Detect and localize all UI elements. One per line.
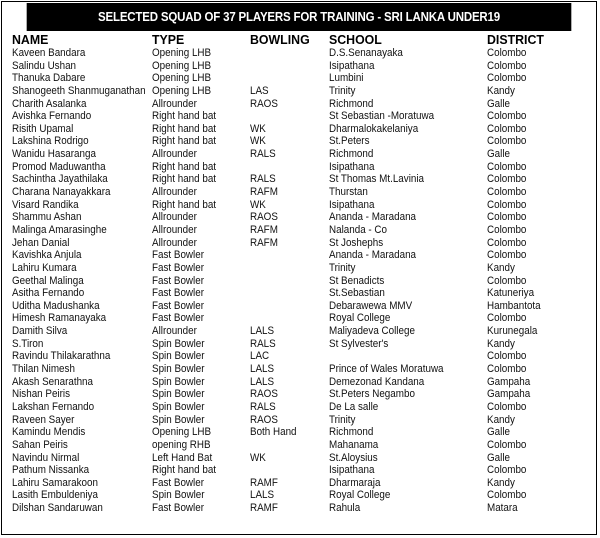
player-type: Spin Bowler xyxy=(152,388,205,401)
player-name: Lahiru Kumara xyxy=(12,261,77,274)
player-type: Spin Bowler xyxy=(152,375,205,388)
player-school: Demezonad Kandana xyxy=(329,375,425,388)
player-school: Isipathana xyxy=(329,198,375,211)
player-name: Wanidu Hasaranga xyxy=(12,148,96,161)
player-district: Colombo xyxy=(487,236,527,249)
table-row xyxy=(2,60,596,73)
player-type: Spin Bowler xyxy=(152,350,205,363)
player-school: Rahula xyxy=(329,502,361,515)
table-row xyxy=(2,237,596,250)
player-school: St Thomas Mt.Lavinia xyxy=(329,173,425,186)
player-bowling: RAFM xyxy=(250,223,278,236)
player-district: Colombo xyxy=(487,173,527,186)
player-name: Promod Maduwantha xyxy=(12,160,106,173)
player-district: Colombo xyxy=(487,198,527,211)
player-school: D.S.Senanayaka xyxy=(329,47,403,59)
player-bowling: LALS xyxy=(250,489,275,502)
player-district: Colombo xyxy=(487,122,527,135)
player-bowling: RAMF xyxy=(250,502,278,515)
player-district: Galle xyxy=(487,148,510,161)
table-row xyxy=(2,186,596,199)
player-name: Raveen Sayer xyxy=(12,413,75,426)
player-name: Lahiru Samarakoon xyxy=(12,476,98,489)
player-type: Allrounder xyxy=(152,236,197,249)
player-type: Allrounder xyxy=(152,148,197,161)
player-bowling: RAFM xyxy=(250,186,278,199)
player-name: Kaveen Bandara xyxy=(12,47,86,59)
player-name: Pathum Nissanka xyxy=(12,464,90,477)
player-name: Thilan Nimesh xyxy=(12,363,75,376)
player-type: Right hand bat xyxy=(152,135,217,148)
player-bowling: RAFM xyxy=(250,236,278,249)
player-type: Opening LHB xyxy=(152,47,212,59)
player-bowling: RALS xyxy=(250,173,276,186)
player-name: Sahan Peiris xyxy=(12,438,68,451)
player-school: De La salle xyxy=(329,400,379,413)
player-district: Colombo xyxy=(487,274,527,287)
player-type: Right hand bat xyxy=(152,110,217,123)
table-row xyxy=(2,199,596,212)
column-header-district: DISTRICT xyxy=(487,32,544,47)
player-name: Shanogeeth Shanmuganathan xyxy=(12,84,146,97)
player-type: Spin Bowler xyxy=(152,337,205,350)
table-row xyxy=(2,85,596,98)
player-name: Lakshan Fernando xyxy=(12,400,95,413)
player-district: Galle xyxy=(487,97,510,110)
player-type: Left Hand Bat xyxy=(152,451,213,464)
player-bowling: LALS xyxy=(250,363,275,376)
table-row xyxy=(2,123,596,136)
player-type: Fast Bowler xyxy=(152,249,204,262)
player-type: Opening LHB xyxy=(152,72,212,85)
player-district: Kandy xyxy=(487,413,515,426)
player-bowling: RAOS xyxy=(250,413,278,426)
player-type: Right hand bat xyxy=(152,160,217,173)
column-header-bowling: BOWLING xyxy=(250,32,310,47)
player-school: Ananda - Maradana xyxy=(329,211,417,224)
player-name: Himesh Ramanayaka xyxy=(12,312,107,325)
table-row xyxy=(2,249,596,262)
squad-table xyxy=(2,32,596,515)
player-school: Debarawewa MMV xyxy=(329,299,413,312)
table-row xyxy=(2,502,596,515)
player-school: St Benadicts xyxy=(329,274,385,287)
player-school: Nalanda - Co xyxy=(329,223,388,236)
player-name: Geethal Malinga xyxy=(12,274,84,287)
player-school: Prince of Wales Moratuwa xyxy=(329,363,444,376)
player-name: Thanuka Dabare xyxy=(12,72,86,85)
page-title: SELECTED SQUAD OF 37 PLAYERS FOR TRAINING - SRI LANKA UNDER19 xyxy=(27,3,572,31)
player-school: Trinity xyxy=(329,84,356,97)
player-school: Isipathana xyxy=(329,59,375,72)
player-bowling: WK xyxy=(250,451,266,464)
player-type: Fast Bowler xyxy=(152,502,204,515)
table-row xyxy=(2,211,596,224)
player-school: St Sylvester's xyxy=(329,337,389,350)
table-row xyxy=(2,376,596,389)
player-name: Risith Upamal xyxy=(12,122,74,135)
player-school: Thurstan xyxy=(329,186,368,199)
player-school: Maliyadeva College xyxy=(329,325,415,338)
player-name: Akash Senarathna xyxy=(12,375,94,388)
player-district: Colombo xyxy=(487,59,527,72)
player-name: Lasith Embuldeniya xyxy=(12,489,98,502)
player-school: Dharmaraja xyxy=(329,476,381,489)
player-type: Allrounder xyxy=(152,186,197,199)
table-row xyxy=(2,426,596,439)
player-type: Opening LHB xyxy=(152,426,212,439)
player-district: Kandy xyxy=(487,476,515,489)
player-type: Allrounder xyxy=(152,97,197,110)
player-name: Kavishka Anjula xyxy=(12,249,82,262)
player-name: Sachintha Jayathilaka xyxy=(12,173,108,186)
player-name: Salindu Ushan xyxy=(12,59,77,72)
table-row xyxy=(2,300,596,313)
player-name: Charith Asalanka xyxy=(12,97,87,110)
table-row xyxy=(2,489,596,502)
player-district: Kandy xyxy=(487,337,515,350)
table-row xyxy=(2,224,596,237)
player-school: St Sebastian -Moratuwa xyxy=(329,110,435,123)
player-district: Gampaha xyxy=(487,388,531,401)
table-row xyxy=(2,275,596,288)
player-bowling: RAOS xyxy=(250,211,278,224)
player-school: Royal College xyxy=(329,489,391,502)
player-bowling: WK xyxy=(250,135,266,148)
player-type: Spin Bowler xyxy=(152,489,205,502)
player-school: Mahanama xyxy=(329,438,379,451)
player-school: Richmond xyxy=(329,97,374,110)
table-row xyxy=(2,388,596,401)
player-type: Opening LHB xyxy=(152,59,212,72)
player-name: Visard Randika xyxy=(12,198,79,211)
table-row xyxy=(2,439,596,452)
player-type: opening RHB xyxy=(152,438,211,451)
player-district: Colombo xyxy=(487,47,527,59)
player-school: St.Sebastian xyxy=(329,287,385,300)
player-school: Ananda - Maradana xyxy=(329,249,417,262)
player-district: Katuneriya xyxy=(487,287,535,300)
player-type: Fast Bowler xyxy=(152,312,204,325)
player-bowling: WK xyxy=(250,122,266,135)
player-district: Kandy xyxy=(487,261,515,274)
player-district: Galle xyxy=(487,426,510,439)
player-school: Royal College xyxy=(329,312,391,325)
player-type: Fast Bowler xyxy=(152,476,204,489)
table-row xyxy=(2,173,596,186)
player-type: Opening LHB xyxy=(152,84,212,97)
player-type: Right hand bat xyxy=(152,122,217,135)
player-bowling: LAC xyxy=(250,350,270,363)
player-school: Isipathana xyxy=(329,160,375,173)
table-row xyxy=(2,287,596,300)
player-district: Colombo xyxy=(487,312,527,325)
player-school: Richmond xyxy=(329,148,374,161)
player-name: Uditha Madushanka xyxy=(12,299,100,312)
player-bowling: WK xyxy=(250,198,266,211)
player-bowling: RALS xyxy=(250,148,276,161)
table-row xyxy=(2,325,596,338)
player-bowling: Both Hand xyxy=(250,426,297,439)
table-row xyxy=(2,401,596,414)
player-name: Lakshina Rodrigo xyxy=(12,135,89,148)
player-name: Navindu Nirmal xyxy=(12,451,80,464)
player-district: Colombo xyxy=(487,186,527,199)
player-type: Allrounder xyxy=(152,211,197,224)
player-school: St Joshephs xyxy=(329,236,384,249)
player-district: Colombo xyxy=(487,489,527,502)
player-bowling: LALS xyxy=(250,325,275,338)
table-row xyxy=(2,477,596,490)
table-row xyxy=(2,363,596,376)
player-name: Damith Silva xyxy=(12,325,68,338)
table-row xyxy=(2,72,596,85)
player-type: Allrounder xyxy=(152,223,197,236)
player-type: Fast Bowler xyxy=(152,299,204,312)
player-name: Shammu Ashan xyxy=(12,211,82,224)
table-row xyxy=(2,338,596,351)
player-type: Right hand bat xyxy=(152,198,217,211)
player-school: St.Peters Negambo xyxy=(329,388,415,401)
player-bowling: RAOS xyxy=(250,97,278,110)
player-district: Colombo xyxy=(487,350,527,363)
table-row xyxy=(2,148,596,161)
player-district: Colombo xyxy=(487,464,527,477)
squad-table-frame xyxy=(1,1,597,535)
player-district: Colombo xyxy=(487,438,527,451)
player-district: Colombo xyxy=(487,400,527,413)
player-name: Avishka Fernando xyxy=(12,110,92,123)
player-school: Lumbini xyxy=(329,72,364,85)
table-row xyxy=(2,452,596,465)
table-row xyxy=(2,262,596,275)
player-name: Ravindu Thilakarathna xyxy=(12,350,111,363)
player-name: Jehan Danial xyxy=(12,236,70,249)
table-row xyxy=(2,312,596,325)
player-name: Nishan Peiris xyxy=(12,388,71,401)
player-district: Colombo xyxy=(487,363,527,376)
player-district: Colombo xyxy=(487,160,527,173)
player-name: Malinga Amarasinghe xyxy=(12,223,107,236)
player-bowling: RAMF xyxy=(250,476,278,489)
player-school: Dharmalokakelaniya xyxy=(329,122,419,135)
player-type: Spin Bowler xyxy=(152,363,205,376)
player-school: Trinity xyxy=(329,261,356,274)
player-type: Fast Bowler xyxy=(152,287,204,300)
player-school: Trinity xyxy=(329,413,356,426)
player-type: Spin Bowler xyxy=(152,413,205,426)
player-school: St.Aloysius xyxy=(329,451,378,464)
table-row xyxy=(2,161,596,174)
player-district: Colombo xyxy=(487,135,527,148)
player-district: Colombo xyxy=(487,223,527,236)
player-bowling: LALS xyxy=(250,375,275,388)
player-type: Right hand bat xyxy=(152,464,217,477)
player-district: Colombo xyxy=(487,110,527,123)
player-bowling: RAOS xyxy=(250,388,278,401)
player-name: Kamindu Mendis xyxy=(12,426,86,439)
player-school: St.Peters xyxy=(329,135,370,148)
player-district: Galle xyxy=(487,451,510,464)
column-header-name: NAME xyxy=(12,32,49,47)
column-header-type: TYPE xyxy=(152,32,185,47)
table-row xyxy=(2,414,596,427)
table-body xyxy=(2,47,596,515)
player-name: Charana Nanayakkara xyxy=(12,186,111,199)
player-name: Asitha Fernando xyxy=(12,287,85,300)
table-row xyxy=(2,350,596,363)
player-type: Spin Bowler xyxy=(152,400,205,413)
player-type: Fast Bowler xyxy=(152,261,204,274)
player-school: Isipathana xyxy=(329,464,375,477)
player-name: Dilshan Sandaruwan xyxy=(12,502,103,515)
player-district: Colombo xyxy=(487,72,527,85)
player-district: Hambantota xyxy=(487,299,541,312)
player-bowling: RALS xyxy=(250,337,276,350)
player-district: Colombo xyxy=(487,249,527,262)
table-header xyxy=(2,32,596,47)
player-district: Gampaha xyxy=(487,375,531,388)
table-row xyxy=(2,98,596,111)
column-header-school: SCHOOL xyxy=(329,32,382,47)
player-bowling: LAS xyxy=(250,84,269,97)
player-school: Richmond xyxy=(329,426,374,439)
player-district: Kandy xyxy=(487,84,515,97)
table-row xyxy=(2,110,596,123)
table-row xyxy=(2,464,596,477)
player-district: Kurunegala xyxy=(487,325,538,338)
player-bowling: RALS xyxy=(250,400,276,413)
player-district: Colombo xyxy=(487,211,527,224)
player-type: Fast Bowler xyxy=(152,274,204,287)
player-type: Allrounder xyxy=(152,325,197,338)
player-name: S.Tiron xyxy=(12,337,44,350)
table-row xyxy=(2,47,596,60)
table-row xyxy=(2,135,596,148)
player-district: Matara xyxy=(487,502,518,515)
player-type: Right hand bat xyxy=(152,173,217,186)
